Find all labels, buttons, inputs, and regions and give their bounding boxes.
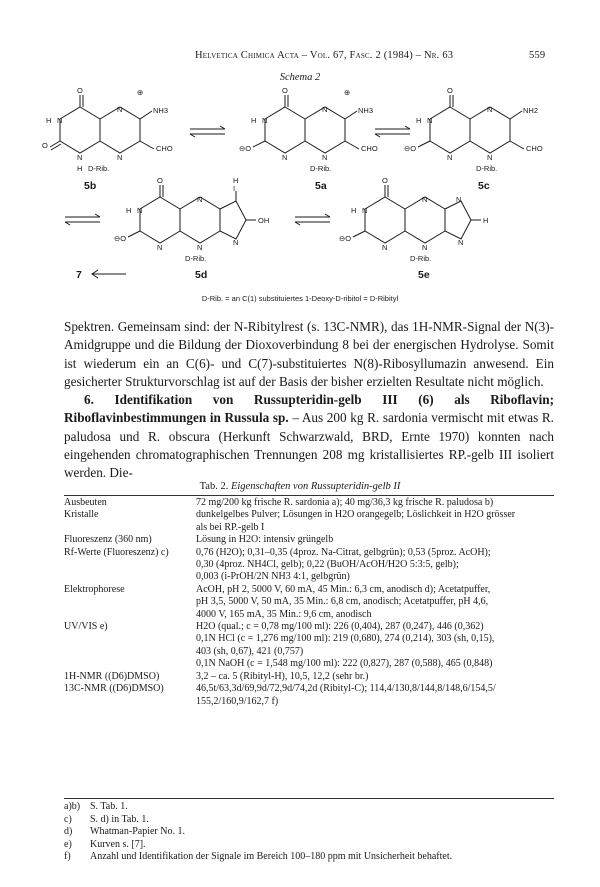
svg-text:H: H — [126, 206, 132, 215]
svg-text:N: N — [487, 105, 493, 114]
table-caption-prefix: Tab. 2. — [199, 481, 229, 492]
table-row — [64, 534, 554, 546]
svg-text:N: N — [282, 153, 288, 162]
table-footnote — [64, 814, 554, 827]
scheme-footnote: D-Rib. = an C(1) substituiertes 1-Deoxy-D-ribitol = D-Ribityl — [201, 294, 399, 303]
table-top-rule — [64, 495, 554, 496]
reaction-scheme — [40, 85, 560, 290]
table-footnote — [64, 826, 554, 839]
table-value-line: 46,5t/63,3d/69,9d/72,9d/74,2d (Ribityl-C); 114,4/130,8/144,8/148,6/154,5/ — [196, 683, 496, 695]
svg-text:N: N — [233, 238, 239, 247]
svg-text:N: N — [447, 153, 453, 162]
equilibrium-arrow-4 — [295, 214, 330, 225]
page-number: 559 — [529, 50, 546, 61]
footnote-mark: c) — [64, 813, 72, 825]
table-value-line: 0,76 (H2O); 0,31–0,35 (4proz. Na-Citrat, gelbgrün); 0,53 (5proz. AcOH); — [196, 546, 491, 558]
svg-text:NH2: NH2 — [523, 106, 539, 115]
table-row-value — [196, 671, 554, 683]
table-value-line: 0,003 (i-PrOH/2N NH3 4:1, gelbgrün) — [196, 571, 350, 583]
table-value-line: pH 3,5, 5000 V, 50 mA, 35 Min.: 6,8 cm, anodisch; Acetatpuffer, pH 4,6, — [196, 596, 489, 608]
svg-text:D-Rib.: D-Rib. — [88, 164, 110, 173]
svg-text:N: N — [262, 116, 268, 125]
svg-text:N: N — [157, 243, 163, 252]
table-caption — [0, 481, 600, 492]
table-row-label: 13C-NMR ((D6)DMSO) — [64, 683, 164, 695]
paragraph-1: Spektren. Gemeinsam sind: der N-Ribitylrest (s. 13C-NMR), das 1H-NMR-Signal der N(3)-Amidgruppe und die Bildung der Dioxoverbindung 8 bei der energischen Hydrolyse. Somit ist wiederum ein an C(6)- und C(7)-substituiertes N(8)-Ribosyllumazin anwesend. Ein gesicherter Strukturvorschlag ist auf der Basis der bisher erzielten Resultate nicht möglich. — [64, 319, 554, 389]
table-value-line: Lösung in H2O: intensiv grüngelb — [196, 534, 334, 546]
table-value-line: 0,1N NaOH (c = 1,548 mg/100 ml): 222 (0,827), 287 (0,588), 465 (0,848) — [196, 658, 493, 670]
footnote-mark: f) — [64, 851, 71, 863]
svg-text:⊖O: ⊖O — [239, 144, 252, 153]
svg-text:OH: OH — [258, 216, 270, 225]
svg-text:N: N — [197, 243, 203, 252]
svg-text:O: O — [77, 86, 83, 95]
compound-label-5b: 5b — [84, 180, 97, 192]
table-row-value — [196, 509, 554, 534]
svg-text:CHO: CHO — [526, 144, 543, 153]
svg-text:H: H — [351, 206, 357, 215]
table-row-label: Kristalle — [64, 509, 99, 521]
scheme-title: Schema 2 — [279, 72, 321, 83]
structure-5d — [128, 185, 256, 243]
paragraph-2: 6. Identifikation von Russupteridin-gelb III (6) als Riboflavin; Riboflavinbestimmungen in Russula sp. – Aus 200 kg R. sardonia vermischt mit etwas R. paludosa und R. obscura (Herkunft Schwarzwald, BRD, Ernte 1970) konnten nach eingehenden chromatographischen Trennungen 208 mg kristallisiertes RP.-gelb III isoliert werden. Die- — [64, 392, 554, 481]
reaction-arrow-to-7 — [92, 270, 126, 278]
svg-text:N: N — [322, 153, 328, 162]
svg-text:N: N — [422, 243, 428, 252]
svg-text:I: I — [233, 184, 236, 193]
table-row-value — [196, 497, 554, 509]
footnote-text: Whatman-Papier No. 1. — [90, 826, 185, 838]
svg-text:N: N — [117, 153, 123, 162]
svg-text:H: H — [416, 116, 422, 125]
structure-5b — [50, 95, 154, 153]
svg-text:D-Rib.: D-Rib. — [476, 164, 498, 173]
svg-text:⊖O: ⊖O — [404, 144, 417, 153]
equilibrium-arrow-1 — [190, 126, 225, 137]
structure-5e — [353, 185, 481, 243]
footnote-text: Kurven s. [7]. — [90, 838, 146, 850]
svg-text:O: O — [282, 86, 288, 95]
svg-text:N: N — [427, 116, 433, 125]
table-footnotes — [64, 801, 554, 864]
svg-text:N: N — [322, 105, 328, 114]
table-caption-title: Eigenschaften von Russupteridin-gelb II — [230, 481, 401, 492]
svg-text:⊕: ⊕ — [344, 88, 351, 97]
table-row-label: 1H-NMR ((D6)DMSO) — [64, 670, 160, 682]
svg-text:N: N — [137, 206, 143, 215]
table-value-line: als bei RP.-gelb I — [196, 521, 265, 533]
table-row-value — [196, 683, 554, 708]
table-row-value — [196, 547, 554, 584]
section-heading: 6. Identifikation von Russupteridin-gelb III (6) als Riboflavin; Riboflavinbestimmungen in Russula sp. — [64, 392, 554, 426]
svg-text:CHO: CHO — [156, 144, 173, 153]
footnote-text: S. d) in Tab. 1. — [90, 813, 149, 825]
table-row-label: Fluoreszenz (360 nm) — [64, 534, 152, 546]
table-row-value — [196, 534, 554, 546]
table-footnote — [64, 801, 554, 814]
svg-text:H: H — [233, 176, 239, 185]
table-value-line: 72 mg/200 kg frische R. sardonia a); 40 mg/36,3 kg frische R. paludosa b) — [196, 497, 494, 508]
svg-text:N: N — [197, 195, 203, 204]
compound-label-5d: 5d — [195, 269, 208, 281]
table-row — [64, 683, 554, 708]
svg-text:D-Rib.: D-Rib. — [185, 254, 207, 263]
footnote-text: S. Tab. 1. — [90, 801, 128, 812]
properties-table — [64, 497, 554, 708]
table-value-line: AcOH, pH 2, 5000 V, 60 mA, 45 Min.: 6,3 cm, anodisch d); Acetatpuffer, — [196, 583, 491, 595]
table-row — [64, 621, 554, 671]
table-row — [64, 671, 554, 683]
structure-5a — [253, 95, 359, 153]
svg-text:O: O — [42, 141, 48, 150]
table-value-line: 155,2/160,9/162,7 f) — [196, 695, 279, 707]
svg-text:N: N — [362, 206, 368, 215]
body-text — [64, 318, 554, 483]
svg-text:N: N — [458, 238, 464, 247]
table-value-line: 403 (sh, 0,67), 421 (0,757) — [196, 645, 304, 657]
svg-text:D-Rib.: D-Rib. — [410, 254, 432, 263]
footnote-mark: e) — [64, 838, 72, 850]
svg-text:D-Rib.: D-Rib. — [310, 164, 332, 173]
table-value-line: 3,2 – ca. 5 (Ribityl-H), 10,5, 12,2 (sehr br.) — [196, 670, 369, 682]
svg-text:⊕: ⊕ — [137, 88, 144, 97]
svg-text:N: N — [422, 195, 428, 204]
journal-header: Helvetica Chimica Acta – Vol. 67, Fasc. 2 (1984) – Nr. 63 — [195, 50, 454, 61]
svg-text:N: N — [57, 116, 63, 125]
table-row-label: Rf-Werte (Fluoreszenz) c) — [64, 546, 169, 558]
compound-label-5c: 5c — [478, 180, 490, 192]
svg-text:N: N — [456, 195, 462, 204]
table-value-line: dunkelgelbes Pulver; Lösungen in H2O orangegelb; Löslichkeit in H2O grösser — [196, 509, 516, 521]
table-value-line: 0,30 (4proz. NH4Cl, gelb); 0,22 (BuOH/AcOH/H2O 5:3:5, gelb); — [196, 559, 459, 571]
footnote-text: Anzahl und Identifikation der Signale im Bereich 100–180 ppm mit Unsicherheit behaftet. — [90, 851, 453, 863]
svg-text:H: H — [77, 164, 83, 173]
table-row — [64, 547, 554, 584]
table-row — [64, 509, 554, 534]
table-footnote — [64, 839, 554, 852]
svg-text:⊖O: ⊖O — [114, 234, 127, 243]
table-row-label: Elektrophorese — [64, 583, 125, 595]
svg-text:N: N — [77, 153, 83, 162]
compound-label-5a: 5a — [315, 180, 327, 192]
footnote-mark: a)b) — [64, 801, 81, 812]
svg-text:O: O — [382, 176, 388, 185]
equilibrium-arrow-3 — [65, 214, 100, 225]
table-value-line: H2O (qual.; c = 0,78 mg/100 ml): 226 (0,404), 287 (0,247), 446 (0,362) — [196, 621, 484, 633]
svg-text:NH3: NH3 — [358, 106, 374, 115]
svg-text:N: N — [117, 105, 123, 114]
svg-text:NH3: NH3 — [153, 106, 169, 115]
table-value-line: 0,1N HCl (c = 1,276 mg/100 ml): 219 (0,680), 274 (0,214), 303 (sh, 0,15), — [196, 633, 495, 645]
structure-5c — [418, 95, 524, 153]
svg-text:N: N — [382, 243, 388, 252]
table-row-label: UV/VIS e) — [64, 621, 108, 633]
table-row — [64, 497, 554, 509]
compound-label-7: 7 — [76, 269, 82, 281]
table-bottom-rule — [64, 798, 554, 799]
svg-text:⊖O: ⊖O — [339, 234, 352, 243]
svg-text:O: O — [447, 86, 453, 95]
svg-text:O: O — [157, 176, 163, 185]
table-row — [64, 584, 554, 621]
table-value-line: 4000 V, 165 mA, 35 Min.: 9,6 cm, anodisch — [196, 608, 372, 620]
svg-text:N: N — [487, 153, 493, 162]
table-footnote — [64, 851, 554, 864]
svg-text:CHO: CHO — [361, 144, 378, 153]
svg-text:H: H — [483, 216, 489, 225]
compound-label-5e: 5e — [418, 269, 430, 281]
equilibrium-arrow-2 — [375, 126, 410, 137]
table-row-label: Ausbeuten — [64, 497, 107, 508]
svg-text:H: H — [46, 116, 52, 125]
paragraph-2-text: Aus 200 kg R. sardonia vermischt mit etwas R. paludosa und R. obscura (Herkunft Schwarzwald, BRD, Ernte 1970) konnten nach eingehenden chromatographischen Trennungen 208 mg kristallisiertes RP.-gelb III isoliert werden. Die- — [64, 410, 554, 481]
table-row-value — [196, 584, 554, 621]
footnote-mark: d) — [64, 826, 73, 838]
svg-text:H: H — [251, 116, 257, 125]
table-row-value — [196, 621, 554, 671]
